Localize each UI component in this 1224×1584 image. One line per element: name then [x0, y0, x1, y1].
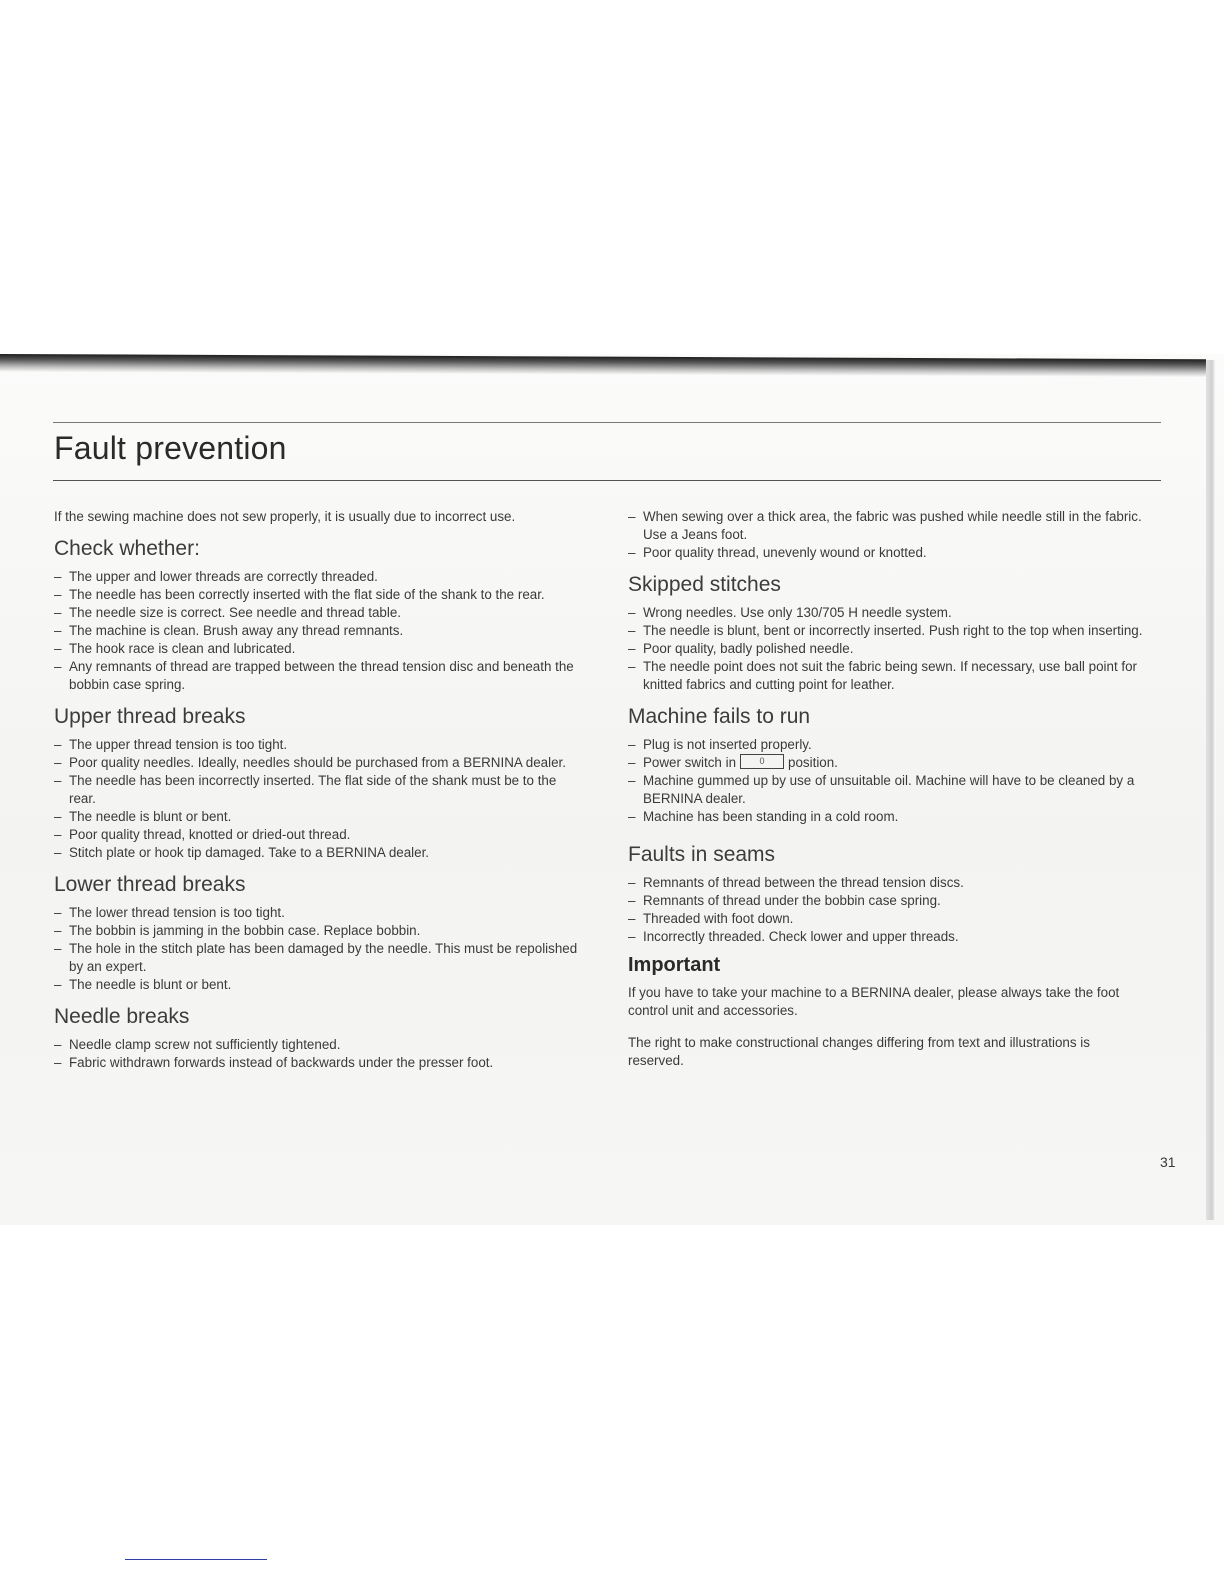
- title-rule: [53, 480, 1161, 481]
- check-whether-section: [54, 536, 584, 694]
- list-item: – The machine is clean. Brush away any thread remnants.: [54, 622, 584, 640]
- spacer: [628, 1020, 1148, 1034]
- faults-in-seams-section: [628, 842, 1148, 946]
- list-item: – Incorrectly threaded. Check lower and upper threads.: [628, 928, 1148, 946]
- section-heading: Upper thread breaks: [54, 705, 246, 728]
- lower-thread-breaks-section: [54, 872, 584, 994]
- faults-in-seams-list: [628, 874, 1148, 946]
- section-heading: Faults in seams: [628, 843, 776, 866]
- power-switch-position-text: position.: [788, 755, 838, 770]
- page-number: 31: [1160, 1154, 1176, 1170]
- list-item: – The lower thread tension is too tight.: [54, 904, 584, 922]
- list-item: – Threaded with foot down.: [628, 910, 1148, 928]
- important-heading: Important: [628, 954, 721, 976]
- list-item: – Any remnants of thread are trapped between the thread tension disc and beneath the bobbin case spring.: [54, 658, 584, 694]
- list-item: – Needle clamp screw not sufficiently tightened.: [54, 1036, 584, 1054]
- list-item: – Plug is not inserted properly.: [628, 736, 1148, 754]
- skipped-stitches-section: [628, 572, 1148, 694]
- machine-fails-list: [628, 736, 1148, 826]
- list-item: – The hole in the stitch plate has been damaged by the needle. This must be repolished by an expert.: [54, 940, 584, 976]
- power-switch-off-icon: [740, 754, 784, 769]
- list-item: – Wrong needles. Use only 130/705 H needle system.: [628, 604, 1148, 622]
- list-item: – When sewing over a thick area, the fabric was pushed while needle still in the fabric. Use a Jeans foot.: [628, 508, 1148, 544]
- page-right-edge: [1206, 360, 1216, 1220]
- bottom-underline: [125, 1559, 267, 1560]
- list-item: – Machine has been standing in a cold room.: [628, 808, 1148, 826]
- list-item: – Poor quality, badly polished needle.: [628, 640, 1148, 658]
- list-item: – Remnants of thread under the bobbin case spring.: [628, 892, 1148, 910]
- list-item: – The needle has been incorrectly inserted. The flat side of the shank must be to the rear.: [54, 772, 584, 808]
- list-item: – The needle point does not suit the fabric being sewn. If necessary, use ball point for knitted fabrics and cutting point for leather.: [628, 658, 1148, 694]
- list-item: – The hook race is clean and lubricated.: [54, 640, 584, 658]
- disclaimer-text: The right to make constructional changes differing from text and illustrations is reserved.: [628, 1035, 1090, 1068]
- section-heading: Check whether:: [54, 537, 200, 560]
- top-rule: [53, 422, 1161, 423]
- list-item: – The upper and lower threads are correctly threaded.: [54, 568, 584, 586]
- section-heading: Lower thread breaks: [54, 873, 246, 896]
- intro-paragraph: If the sewing machine does not sew properly, it is usually due to incorrect use.: [54, 509, 516, 524]
- important-section: [628, 952, 1148, 1020]
- section-heading: Needle breaks: [54, 1005, 190, 1028]
- check-list: [54, 568, 584, 694]
- important-text: If you have to take your machine to a BERNINA dealer, please always take the foot control unit and accessories.: [628, 985, 1120, 1018]
- list-item: – Remnants of thread between the thread tension discs.: [628, 874, 1148, 892]
- upper-thread-list: [54, 736, 584, 862]
- power-switch-text: Power switch in: [643, 755, 737, 770]
- section-heading: Machine fails to run: [628, 705, 811, 728]
- switch-symbol: 0: [759, 756, 765, 766]
- list-item: – Stitch plate or hook tip damaged. Take to a BERNINA dealer.: [54, 844, 584, 862]
- needle-breaks-list: [54, 1036, 584, 1072]
- left-column: [54, 508, 584, 1072]
- list-item: – The needle has been correctly inserted with the flat side of the shank to the rear.: [54, 586, 584, 604]
- list-item: – Machine gummed up by use of unsuitable oil. Machine will have to be cleaned by a BERNINA dealer.: [628, 772, 1148, 808]
- list-item: – Poor quality thread, knotted or dried-out thread.: [54, 826, 584, 844]
- list-item: – The needle is blunt or bent.: [54, 976, 584, 994]
- list-item: – Poor quality needles. Ideally, needles should be purchased from a BERNINA dealer.: [54, 754, 584, 772]
- list-item: – The needle is blunt or bent.: [54, 808, 584, 826]
- list-item: – The upper thread tension is too tight.: [54, 736, 584, 754]
- section-heading: Skipped stitches: [628, 573, 781, 596]
- list-item: [628, 754, 1148, 772]
- skipped-stitches-list: [628, 604, 1148, 694]
- list-item: – Fabric withdrawn forwards instead of backwards under the presser foot.: [54, 1054, 584, 1072]
- lower-thread-list: [54, 904, 584, 994]
- list-item: – The needle is blunt, bent or incorrectly inserted. Push right to the top when inserting.: [628, 622, 1148, 640]
- upper-thread-breaks-section: [54, 704, 584, 862]
- right-column: [628, 508, 1148, 1070]
- list-item: – The bobbin is jamming in the bobbin case. Replace bobbin.: [54, 922, 584, 940]
- needle-breaks-section: [54, 1004, 584, 1072]
- continued-list: [628, 508, 1148, 562]
- list-item: – The needle size is correct. See needle and thread table.: [54, 604, 584, 622]
- page-title: Fault prevention: [54, 430, 287, 466]
- machine-fails-section: [628, 704, 1148, 826]
- list-item: – Poor quality thread, unevenly wound or knotted.: [628, 544, 1148, 562]
